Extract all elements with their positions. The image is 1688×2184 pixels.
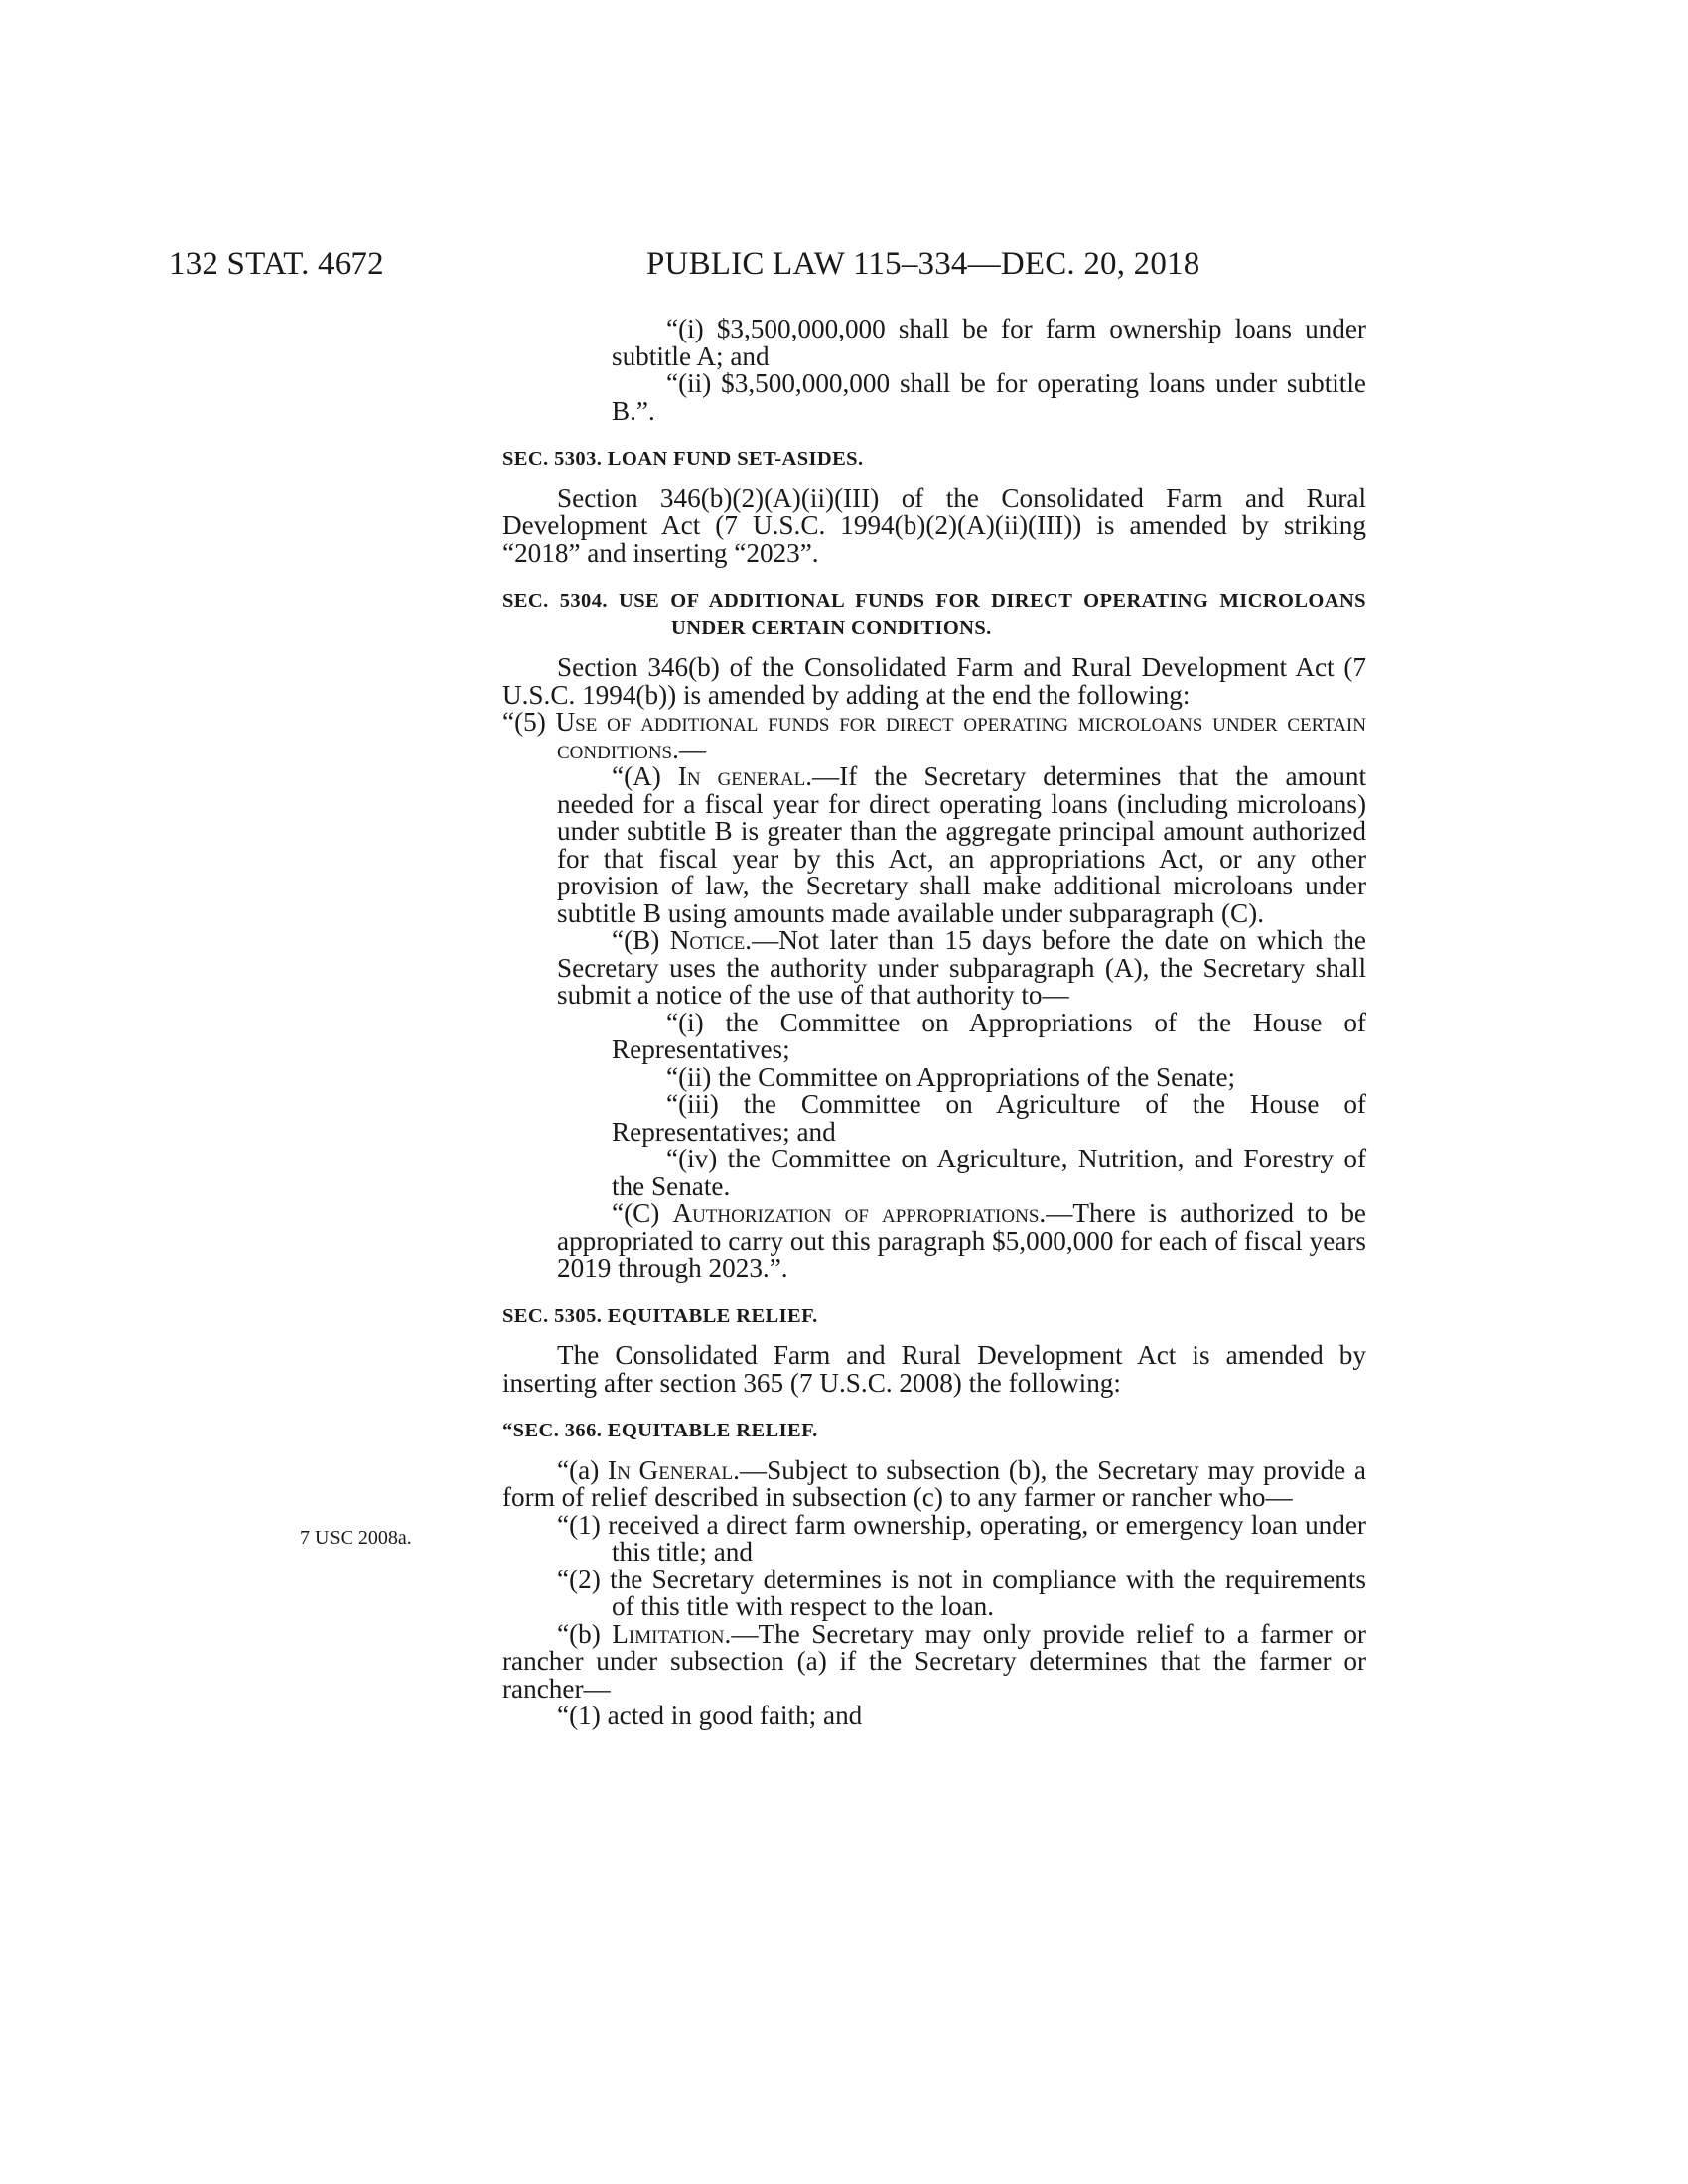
subsection-a-paragraph-2: “(2) the Secretary determines is not in compliance with the requirements of this title with respect to the loan. xyxy=(557,1564,1366,1621)
subparagraph-c-lead: “(C) xyxy=(612,1198,673,1228)
subsection-a-paragraph-1: “(1) received a direct farm ownership, operating, or emergency loan under this title; and xyxy=(557,1509,1366,1567)
subsection-a-lead: “(a) xyxy=(557,1454,609,1485)
clause-i-farm-ownership: “(i) $3,500,000,000 shall be for farm ownership loans under subtitle A; and xyxy=(612,314,1366,371)
paragraph-5-heading: Use of additional funds for direct operating microloans under certain conditions xyxy=(555,707,1366,764)
subparagraph-c-heading: Authorization of appropriations xyxy=(672,1198,1040,1228)
subparagraph-b-text: .—Not later than 15 days before the date on which the Secretary uses the authority under subparagraph (A), the Secretary shall submit a notice of the use of that authority to— xyxy=(557,925,1366,1010)
section-5305-heading: SEC. 5305. EQUITABLE RELIEF. xyxy=(502,1304,818,1327)
subsection-b-lead: “(b) xyxy=(557,1618,613,1649)
section-366-heading: “SEC. 366. EQUITABLE RELIEF. xyxy=(502,1420,818,1441)
subparagraph-b xyxy=(502,927,1366,1010)
subparagraph-b-heading: Notice xyxy=(669,925,746,955)
clause-b-iv: “(iv) the Committee on Agriculture, Nutrition, and Forestry of the Senate. xyxy=(612,1144,1366,1201)
paragraph-5-dash: .— xyxy=(672,734,707,764)
clause-b-ii: “(ii) the Committee on Appropriations of the Senate; xyxy=(666,1061,1236,1092)
subsection-a xyxy=(502,1454,1366,1512)
clause-b-i: “(i) the Committee on Appropriations of the House of Representatives; xyxy=(612,1007,1366,1064)
subparagraph-c xyxy=(502,1200,1366,1283)
subparagraph-c-text: .—There is authorized to be appropriated to carry out this paragraph $5,000,000 for each of fiscal years 2019 through 2023.”. xyxy=(557,1198,1366,1283)
subparagraph-a-heading: In general xyxy=(677,761,806,791)
section-5304-text: Section 346(b) of the Consolidated Farm and Rural Development Act (7 U.S.C. 1994(b)) is amended by adding at the end the following: xyxy=(502,652,1366,710)
section-5303-text: Section 346(b)(2)(A)(ii)(III) of the Consolidated Farm and Rural Development Act (7 U.S.C. 1994(b)(2)(A)(ii)(III)) is amended by striking “2018” and inserting “2023”. xyxy=(502,482,1366,568)
section-5305-text: The Consolidated Farm and Rural Development Act is amended by inserting after section 365 (7 U.S.C. 2008) the following: xyxy=(502,1340,1366,1398)
subparagraph-b-lead: “(B) xyxy=(612,925,670,955)
subparagraph-a-text: .—If the Secretary determines that the amount needed for a fiscal year for direct operating loans (including microloans) under subtitle B is greater than the aggregate principal amount authorized for that fiscal year by this Act, an appropriations Act, or any other provision of law, the Secretary shall make additional microloans under subtitle B using amounts made available under subparagraph (C). xyxy=(557,761,1366,928)
subsection-b xyxy=(502,1618,1366,1704)
running-header: PUBLIC LAW 115–334—DEC. 20, 2018 xyxy=(646,246,1200,282)
clause-b-iii: “(iii) the Committee on Agriculture of the House of Representatives; and xyxy=(612,1089,1366,1147)
subsection-b-paragraph-1: “(1) acted in good faith; and xyxy=(557,1701,863,1730)
margin-note: 7 USC 2008a. xyxy=(300,1527,412,1549)
subparagraph-a xyxy=(502,763,1366,927)
section-5304-heading: SEC. 5304. USE OF ADDITIONAL FUNDS FOR DIRECT OPERATING MICROLOANS UNDER CERTAIN CONDITIONS. xyxy=(502,590,1366,639)
statute-page-number: 132 STAT. 4672 xyxy=(169,246,384,282)
subsection-a-heading: In General xyxy=(608,1454,734,1485)
paragraph-5-lead: “(5) xyxy=(502,707,556,737)
clause-ii-operating-loans: “(ii) $3,500,000,000 shall be for operating loans under subtitle B.”. xyxy=(612,368,1366,426)
subsection-b-text: .—The Secretary may only provide relief to a farmer or rancher under subsection (a) if the Secretary determines that the farmer or rancher— xyxy=(502,1618,1366,1704)
subparagraph-a-lead: “(A) xyxy=(612,761,678,791)
paragraph-5 xyxy=(502,709,1366,763)
body-text xyxy=(502,316,1366,1730)
section-5303-heading: SEC. 5303. LOAN FUND SET-ASIDES. xyxy=(502,448,864,470)
subsection-a-text: .—Subject to subsection (b), the Secretary may provide a form of relief described in subsection (c) to any farmer or rancher who— xyxy=(502,1454,1366,1512)
subsection-b-heading: Limitation xyxy=(612,1618,725,1649)
